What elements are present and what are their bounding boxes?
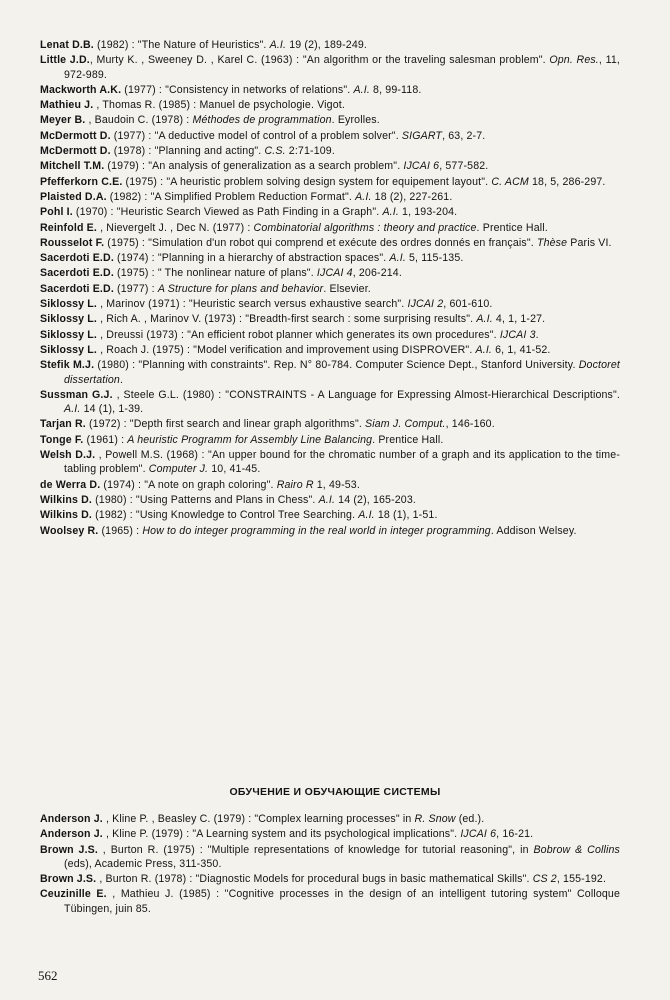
reference-text: . Eyrolles. [331, 114, 380, 127]
reference-source: A.I. [318, 493, 336, 506]
reference-source: Méthodes de programmation [192, 114, 332, 127]
reference-entry [40, 282, 620, 296]
reference-source: IJCAI 6 [460, 828, 497, 841]
reference-text: , Nievergelt J. , Dec N. (1977) : [96, 221, 254, 234]
reference-author: Sacerdoti E.D. [40, 282, 114, 295]
reference-author: Anderson J. [40, 828, 103, 841]
reference-text: , 11, 972-989. [64, 54, 620, 81]
reference-text: 1, 193-204. [398, 206, 458, 219]
reference-text: , Thomas R. (1985) : Manuel de psychologie. Vigot. [93, 99, 345, 112]
reference-author: Sussman G.J. [40, 388, 113, 401]
reference-author: Siklossy L. [40, 328, 97, 341]
reference-author: Brown J.S. [40, 843, 98, 856]
reference-text: , 601-610. [443, 298, 493, 311]
reference-text: , Burton R. (1978) : "Diagnostic Models for procedural bugs in basic mathematical Skills". [96, 873, 533, 886]
reference-entry [40, 221, 620, 235]
reference-text: (1982) : "The Nature of Heuristics". [93, 39, 270, 51]
reference-author: Sacerdoti E.D. [40, 267, 114, 280]
reference-entry [40, 872, 620, 886]
reference-author: Reinfold E. [40, 221, 97, 234]
reference-text: 10, 41-45. [208, 463, 261, 476]
reference-text: (1974) : "A note on graph coloring". [100, 478, 277, 491]
reference-text: (1965) : [98, 524, 143, 537]
reference-text: , 206-214. [352, 267, 402, 280]
reference-text: 8, 99-118. [369, 83, 422, 96]
reference-source: SIGART [401, 129, 443, 142]
reference-entry [40, 388, 620, 417]
section-title: ОБУЧЕНИЕ И ОБУЧАЮЩИЕ СИСТЕМЫ [229, 786, 441, 798]
reference-entry [40, 448, 620, 477]
reference-source: A.I. [64, 403, 81, 416]
reference-entry [40, 205, 620, 219]
reference-author: Lenat D.B. [40, 39, 94, 51]
page-number: 562 [38, 968, 58, 983]
reference-text: 4, 1, 1-27. [492, 313, 546, 326]
reference-text: , Powell M.S. (1968) : "An upper bound for the chromatic number of a graph and its application to the time-tabling problem". [64, 449, 620, 476]
reference-author: Siklossy L. [40, 313, 97, 326]
reference-author: Siklossy L. [40, 343, 97, 356]
reference-text: (ed.). [455, 813, 485, 825]
reference-text: , 577-582. [439, 160, 489, 173]
reference-author: Mackworth A.K. [40, 83, 122, 96]
reference-author: Welsh D.J. [40, 449, 96, 462]
reference-author: Anderson J. [40, 813, 103, 825]
reference-text: (1982) : "Using Knowledge to Control Tree Searching. [92, 509, 359, 522]
reference-entry [40, 53, 620, 82]
reference-text: , Roach J. (1975) : "Model verification and improvement using DISPROVER". [97, 343, 476, 356]
reference-text: , Murty K. , Sweeney D. , Karel C. (1963) : "An algorithm or the traveling salesman problem". [89, 54, 550, 67]
reference-source: Thèse [536, 236, 568, 249]
reference-text: , 146-160. [445, 418, 495, 431]
reference-author: de Werra D. [40, 478, 101, 491]
reference-source: A.I. [358, 509, 375, 522]
reference-entry [40, 129, 620, 143]
reference-entry [40, 190, 620, 204]
reference-author: Brown J.S. [40, 873, 97, 886]
reference-text: , Marinov (1971) : "Heuristic search versus exhaustive search". [97, 298, 408, 311]
reference-text: (1978) : "Planning and acting". [110, 145, 265, 158]
reference-author: Pohl I. [40, 206, 73, 219]
reference-source: A.I. [389, 252, 406, 265]
reference-text: , Rich A. , Marinov V. (1973) : "Breadth-first search : some surprising results". [97, 313, 477, 326]
reference-text: 2:71-109. [285, 145, 335, 158]
reference-entry [40, 98, 620, 112]
reference-text: 18 (2), 227-261. [371, 190, 453, 203]
reference-source: Computer J. [148, 463, 209, 476]
reference-entry [40, 251, 620, 265]
reference-source: Combinatorial algorithms : theory and practice [253, 221, 477, 234]
reference-text: , Mathieu J. (1985) : "Cognitive processes in the design of an intelligent tutoring system" Colloque Tübingen, juin 85. [64, 888, 620, 915]
reference-source: A.I. [353, 83, 370, 96]
reference-source: CS 2 [532, 873, 557, 886]
reference-author: Meyer B. [40, 114, 86, 127]
reference-source: IJCAI 4 [316, 267, 353, 280]
reference-author: Tonge F. [40, 433, 84, 446]
reference-text: Paris VI. [567, 236, 612, 249]
reference-entry [40, 478, 620, 492]
reference-source: C.S. [264, 145, 286, 158]
reference-author: McDermott D. [40, 145, 111, 158]
reference-text: . Addison Welsey. [490, 524, 577, 537]
reference-entry [40, 508, 620, 522]
reference-source: C. ACM [491, 175, 529, 188]
reference-text: . [535, 328, 539, 341]
reference-entry [40, 266, 620, 280]
reference-entry [40, 843, 620, 872]
reference-source: A heuristic Programm for Assembly Line Balancing [127, 433, 373, 446]
reference-author: Wilkins D. [40, 493, 93, 506]
reference-text: 18, 5, 286-297. [528, 175, 606, 188]
reference-text: (1977) : [113, 282, 158, 295]
reference-entry [40, 433, 620, 447]
reference-text: , 155-192. [556, 873, 607, 886]
reference-text: , 16-21. [496, 828, 534, 841]
reference-entry [40, 343, 620, 357]
reference-entry [40, 236, 620, 250]
reference-author: Ceuzinille E. [40, 888, 107, 901]
reference-author: Pfefferkorn C.E. [40, 175, 123, 188]
reference-text: 19 (2), 189-249. [286, 39, 368, 51]
reference-entry [40, 159, 620, 173]
reference-text: , Kline P. (1979) : "A Learning system and its psychological implications". [102, 828, 461, 841]
reference-entry [40, 887, 620, 916]
reference-author: Mitchell T.M. [40, 160, 105, 173]
reference-text: (1982) : "A Simplified Problem Reduction Format". [106, 190, 356, 203]
reference-text: , Kline P. , Beasley C. (1979) : "Complex learning processes" in [102, 813, 415, 825]
reference-author: Sacerdoti E.D. [40, 252, 114, 265]
reference-text: (1977) : "A deductive model of control of a problem solver". [110, 129, 402, 142]
reference-source: A.I. [269, 39, 287, 51]
reference-entry [40, 827, 620, 841]
reference-text: 14 (2), 165-203. [335, 493, 416, 506]
reference-text: (1972) : "Depth first search and linear graph algorithms". [85, 418, 366, 431]
reference-source: R. Snow [414, 813, 456, 825]
reference-entry [40, 144, 620, 158]
reference-source: A.I. [475, 343, 493, 356]
reference-author: Mathieu J. [40, 99, 94, 112]
reference-source: How to do integer programming in the real world in integer programming [142, 524, 491, 537]
reference-source: Doctoret dissertation [64, 359, 620, 386]
reference-source: IJCAI 6 [403, 160, 440, 173]
reference-source: IJCAI 2 [407, 298, 444, 311]
reference-entry [40, 175, 620, 189]
reference-text: , Steele G.L. (1980) : "CONSTRAINTS - A Language for Expressing Almost-Hierarchical Descriptions". [112, 388, 620, 401]
reference-entry [40, 83, 620, 97]
reference-entry [40, 328, 620, 342]
reference-author: Siklossy L. [40, 298, 97, 311]
reference-entry [40, 38, 620, 52]
reference-text: 14 (1), 1-39. [80, 403, 144, 416]
reference-text: 1, 49-53. [313, 478, 360, 491]
reference-text: (eds), Academic Press, 311-350. [64, 857, 222, 870]
reference-text: (1970) : "Heuristic Search Viewed as Path Finding in a Graph". [72, 206, 383, 219]
reference-source: Rairo R [276, 478, 314, 491]
reference-text: . Prentice Hall. [476, 221, 548, 234]
reference-entry [40, 524, 620, 538]
reference-text: 18 (1), 1-51. [374, 509, 438, 522]
reference-author: Little J.D. [40, 54, 90, 67]
reference-text: (1980) : "Planning with constraints". Rep. N° 80-784. Computer Science Dept., Stanford University. [94, 359, 579, 372]
reference-text: , Burton R. (1975) : "Multiple representations of knowledge for tutorial reasoning", in [97, 843, 534, 856]
reference-source: A.I. [476, 313, 493, 326]
reference-text: (1975) : " The nonlinear nature of plans". [113, 267, 317, 280]
reference-entry [40, 358, 620, 387]
reference-text: , 63, 2-7. [442, 129, 486, 142]
reference-entry [40, 417, 620, 431]
reference-source: Siam J. Comput. [365, 418, 446, 431]
reference-author: Woolsey R. [40, 524, 99, 537]
reference-list [40, 38, 620, 539]
reference-text: . [119, 373, 124, 386]
reference-text: . Prentice Hall. [372, 433, 444, 446]
reference-text: (1975) : "A heuristic problem solving design system for equipement layout". [122, 175, 492, 188]
reference-text: (1979) : "An analysis of generalization as a search problem". [104, 160, 404, 173]
reference-text: . Elsevier. [323, 282, 371, 295]
reference-entry [40, 493, 620, 507]
reference-text: , Dreussi (1973) : "An efficient robot planner which generates its own procedures". [97, 328, 500, 341]
reference-source: A.I. [382, 206, 399, 219]
reference-entry [40, 312, 620, 326]
reference-text: (1975) : "Simulation d'un robot qui comprend et exécute des ordres donnés en français". [104, 236, 537, 249]
reference-entry [40, 113, 620, 127]
reference-author: Stefik M.J. [40, 359, 95, 372]
reference-text: (1977) : "Consistency in networks of relations". [121, 83, 354, 96]
reference-text: , Baudoin C. (1978) : [85, 114, 193, 127]
reference-list-learning [40, 812, 620, 917]
reference-source: Bobrow & Collins [533, 843, 620, 856]
reference-source: A Structure for plans and behavior [157, 282, 324, 295]
reference-entry [40, 812, 620, 826]
reference-author: Wilkins D. [40, 509, 93, 522]
reference-author: Tarjan R. [40, 418, 86, 431]
reference-text: (1980) : "Using Patterns and Plans in Chess". [92, 493, 319, 506]
reference-source: IJCAI 3 [499, 328, 536, 341]
reference-source: Opn. Res. [549, 54, 599, 67]
reference-author: Rousselot F. [40, 236, 105, 249]
reference-entry [40, 297, 620, 311]
reference-text: 6, 1, 41-52. [492, 343, 551, 356]
reference-text: (1974) : "Planning in a hierarchy of abstraction spaces". [113, 252, 390, 265]
reference-text: (1961) : [83, 433, 128, 446]
reference-source: A.I. [355, 190, 372, 203]
reference-text: 5, 115-135. [405, 252, 464, 265]
reference-author: McDermott D. [40, 129, 111, 142]
reference-author: Plaisted D.A. [40, 190, 107, 203]
